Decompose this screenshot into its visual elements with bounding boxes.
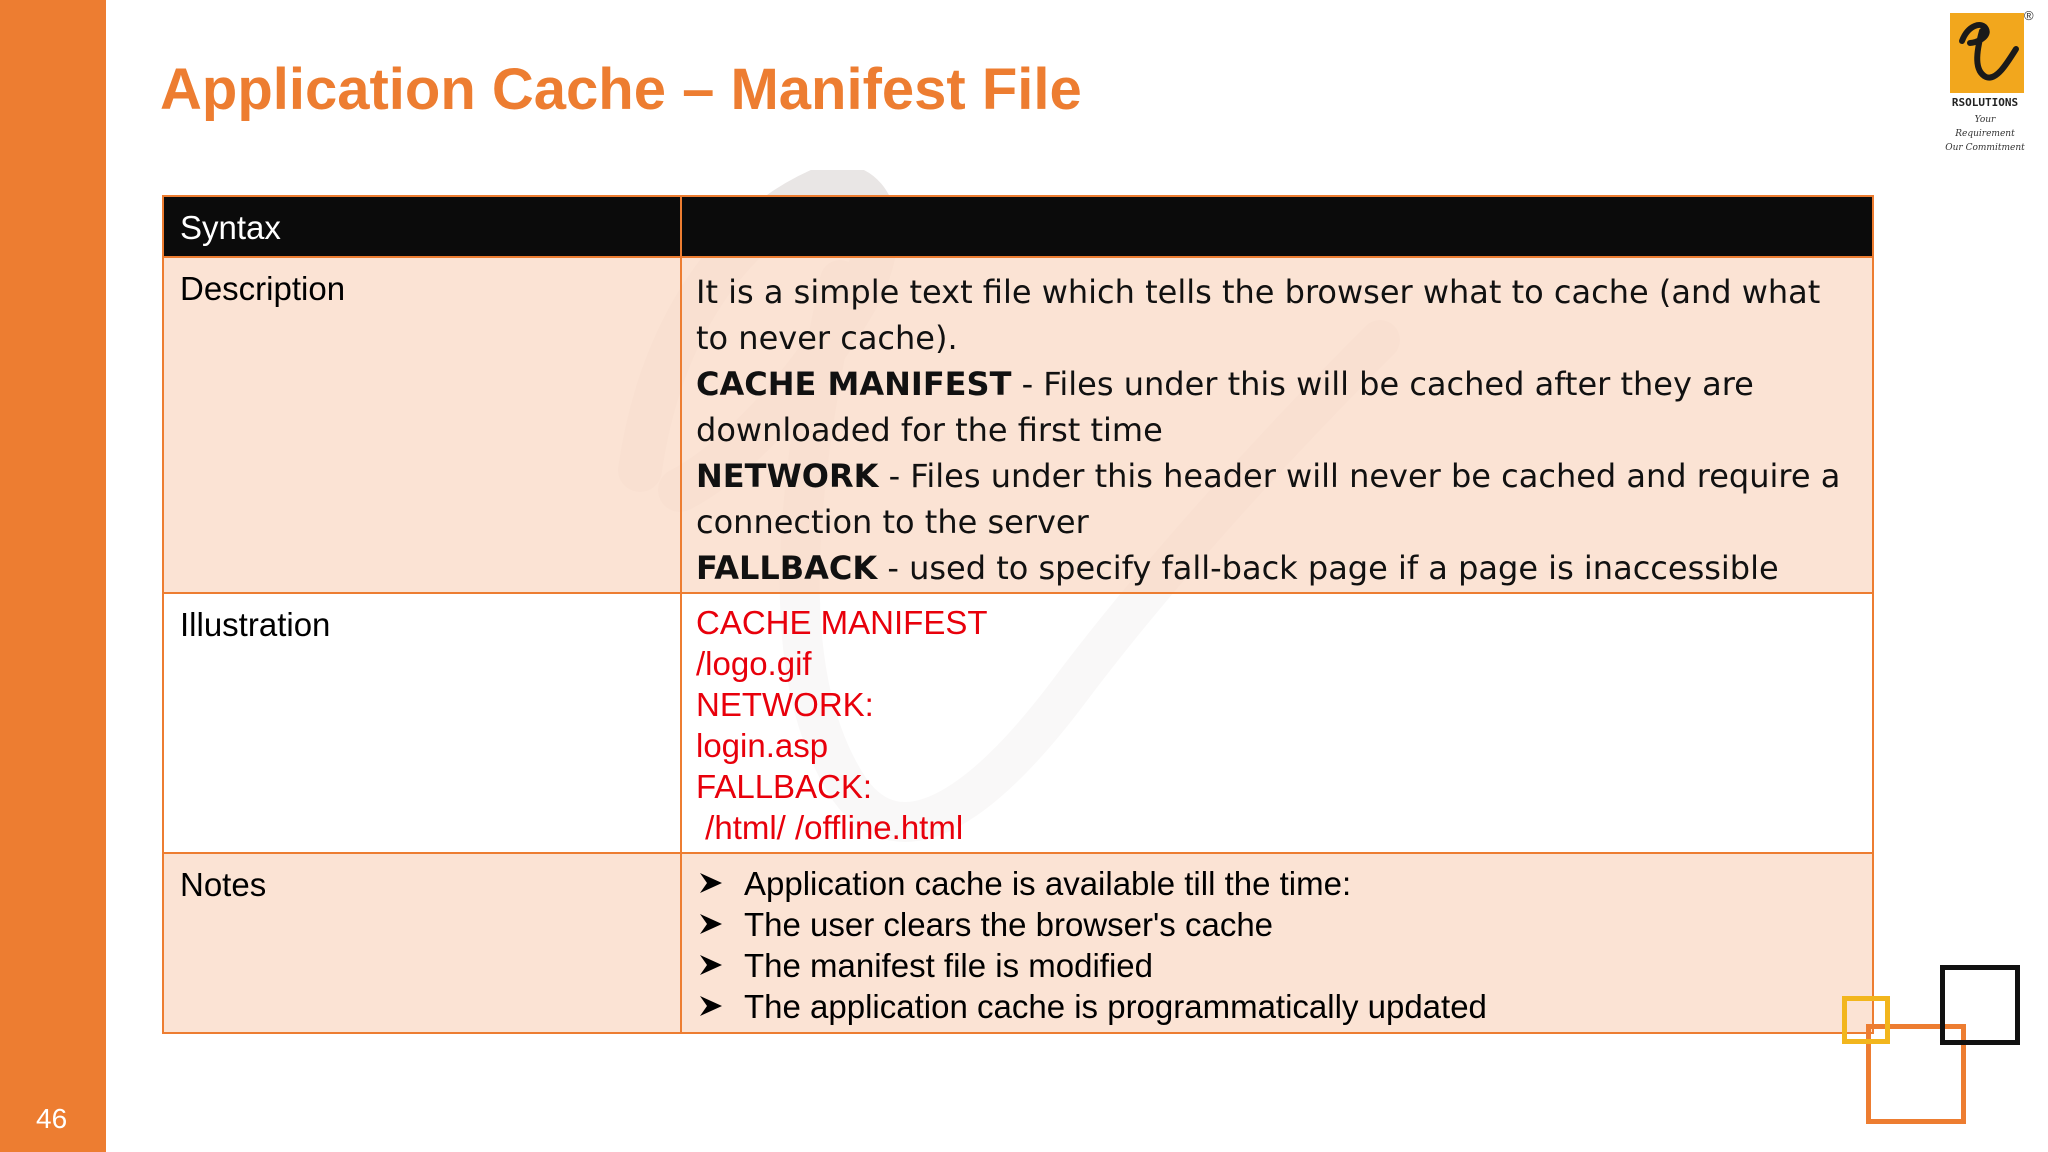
decorative-square-black [1940, 965, 2020, 1045]
arrow-bullet-icon [698, 904, 724, 944]
arrow-bullet-icon [698, 986, 724, 1026]
description-value-cell [681, 257, 1873, 593]
description-term: FALLBACK [696, 549, 878, 587]
table-row-notes [163, 853, 1873, 1033]
logo-mark [1950, 13, 2024, 93]
logo-r-icon [1950, 13, 2024, 93]
code-line: CACHE MANIFEST [696, 604, 988, 641]
description-item [696, 545, 1856, 591]
rsolutions-logo [1944, 8, 2048, 153]
header-syntax-label: Syntax [180, 209, 281, 246]
list-item [696, 863, 1872, 904]
table-header-row [163, 196, 1873, 257]
logo-tagline-line-2: Our Commitment [1945, 143, 2025, 153]
slide-number: 46 [36, 1103, 68, 1134]
description-item [696, 361, 1856, 453]
list-item [696, 986, 1872, 1027]
code-line: /html/ /offline.html [696, 809, 964, 846]
code-line: login.asp [696, 727, 829, 764]
table-row-illustration [163, 593, 1873, 853]
description-item-text: - Files under this will be cached after they are downloaded for the first time [696, 365, 1754, 449]
note-text: The user clears the browser's cache [744, 906, 1274, 943]
description-label: Description [180, 270, 346, 307]
description-term: NETWORK [696, 457, 879, 495]
description-item-text: - used to specify fall-back page if a page is inaccessible [877, 549, 1779, 587]
code-line: /logo.gif [696, 645, 812, 682]
header-cell-label [163, 196, 681, 257]
illustration-label-cell [163, 593, 681, 853]
description-item-text: - Files under this header will never be cached and require a connection to the server [696, 457, 1841, 541]
logo-tagline-line-1: Your Requirement [1955, 115, 2015, 139]
decorative-square-yellow [1842, 996, 1890, 1044]
illustration-code [682, 594, 1872, 848]
illustration-value-cell [681, 593, 1873, 853]
list-item [696, 945, 1872, 986]
note-text: Application cache is available till the time: [744, 865, 1352, 902]
description-intro: It is a simple text file which tells the browser what to cache (and what to never cache). [696, 273, 1821, 357]
arrow-bullet-icon [698, 863, 724, 903]
description-term: CACHE MANIFEST [696, 365, 1012, 403]
logo-name: RSOLUTIONS [1951, 96, 2019, 109]
logo-tagline [1944, 113, 2026, 155]
illustration-label: Illustration [180, 606, 331, 643]
registered-mark: ® [2024, 8, 2034, 23]
note-text: The application cache is programmatically updated [744, 988, 1487, 1025]
code-line: NETWORK: [696, 686, 874, 723]
notes-label: Notes [180, 866, 267, 903]
description-text [682, 258, 1872, 591]
description-label-cell [163, 257, 681, 593]
notes-list [682, 854, 1872, 1027]
list-item [696, 904, 1872, 945]
code-line: FALLBACK: [696, 768, 873, 805]
manifest-table [162, 195, 1874, 1034]
notes-label-cell [163, 853, 681, 1033]
note-text: The manifest file is modified [744, 947, 1154, 984]
description-item [696, 453, 1856, 545]
header-cell-value [681, 196, 1873, 257]
arrow-bullet-icon [698, 945, 724, 985]
left-accent-bar [0, 0, 106, 1152]
slide-title: Application Cache – Manifest File [160, 57, 1082, 122]
notes-value-cell [681, 853, 1873, 1033]
table-row-description [163, 257, 1873, 593]
header-syntax-value [682, 197, 1872, 209]
